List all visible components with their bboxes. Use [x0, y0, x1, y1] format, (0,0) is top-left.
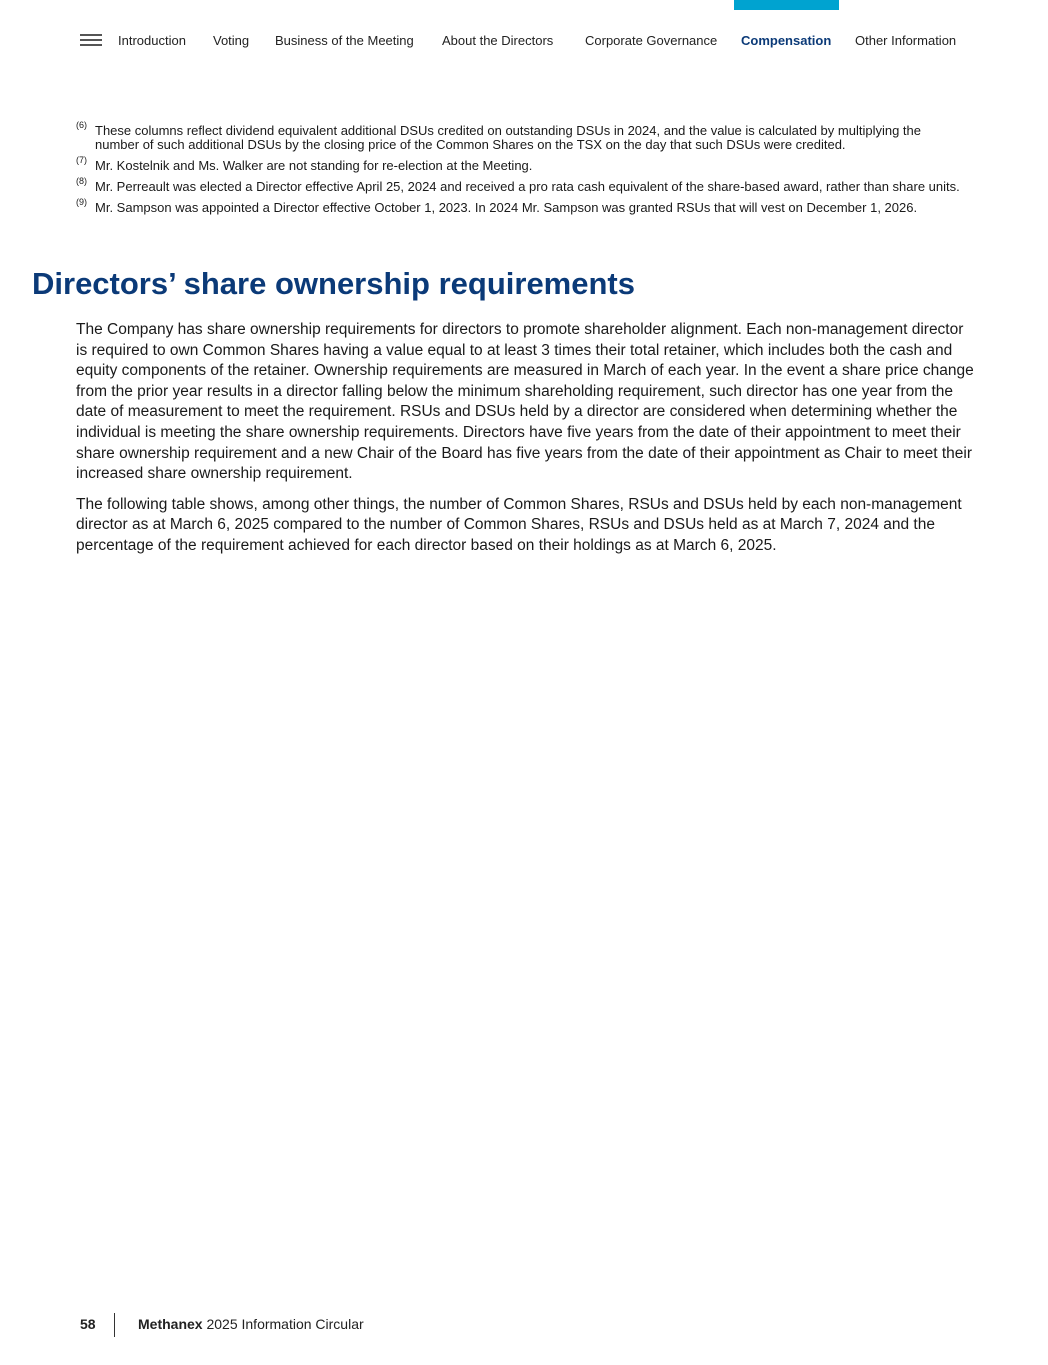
footnote-text: These columns reflect dividend equivalent additional DSUs credited on outstanding DSUs in 2024, and the value is calculated by multiplying the number of such additional DSUs by the closing price of the Common Shares on the TSX on the day that such DSUs were credited. [95, 123, 921, 152]
footnote [76, 176, 968, 194]
body-paragraph: The following table shows, among other things, the number of Common Shares, RSUs and DSUs held by each non-management director as at March 6, 2025 compared to the number of Common Shares, RSUs and DSUs held as at March 7, 2024 and the percentage of the requirement achieved for each director based on their holdings as at March 6, 2025. [76, 495, 962, 554]
nav-item-voting[interactable]: Voting [213, 33, 250, 48]
footnote-text: Mr. Kostelnik and Ms. Walker are not standing for re-election at the Meeting. [95, 158, 533, 173]
nav-item-introduction[interactable]: Introduction [118, 33, 186, 48]
footnote-marker: (7) [76, 155, 87, 165]
footnote-marker: (8) [76, 176, 87, 186]
company-name: Methanex [138, 1316, 203, 1332]
footnote-text: Mr. Sampson was appointed a Director effective October 1, 2023. In 2024 Mr. Sampson was granted RSUs that will vest on December 1, 2026. [95, 200, 918, 215]
footnote-marker: (9) [76, 197, 87, 207]
footnote-marker: (6) [76, 120, 87, 130]
document-title-text: 2025 Information Circular [206, 1316, 364, 1332]
top-navigation [80, 30, 988, 52]
page-number: 58 [80, 1316, 96, 1332]
nav-item-compensation[interactable]: Compensation [741, 33, 832, 48]
footnote [76, 197, 968, 215]
nav-item-business-of-the-meeting[interactable]: Business of the Meeting [275, 33, 414, 48]
footnote [76, 155, 968, 173]
nav-item-corporate-governance[interactable]: Corporate Governance [585, 33, 718, 48]
footnote [76, 120, 968, 152]
section-heading: Directors’ share ownership requirements [32, 266, 635, 301]
hamburger-menu-icon[interactable] [80, 34, 102, 48]
footnote-text: Mr. Perreault was elected a Director effective April 25, 2024 and received a pro rata cash equivalent of the share-based award, rather than share units. [95, 179, 960, 194]
nav-item-other-information[interactable]: Other Information [855, 33, 957, 48]
document-title [138, 1316, 364, 1332]
footer-divider [114, 1313, 115, 1337]
active-section-indicator [734, 0, 839, 10]
section-body [76, 320, 976, 567]
footnotes [76, 120, 968, 222]
body-paragraph: The Company has share ownership requirements for directors to promote shareholder alignment. Each non-management director is required to own Common Shares having a value equal to at least 3 times their total retainer, which includes both the cash and equity components of the retainer. Ownership requirements are measured in March of each year. In the event a share price change from the prior year results in a director falling below the minimum shareholding requirement, such director has one year from the date of measurement to meet the requirement. RSUs and DSUs held by a director are considered when determining whether the individual is meeting the share ownership requirements. Directors have five years from the date of their appointment to meet their share ownership requirement and a new Chair of the Board has five years from the date of their appointment as Chair to meet their increased share ownership requirement. [76, 321, 974, 483]
nav-item-about-the-directors[interactable]: About the Directors [442, 33, 554, 48]
